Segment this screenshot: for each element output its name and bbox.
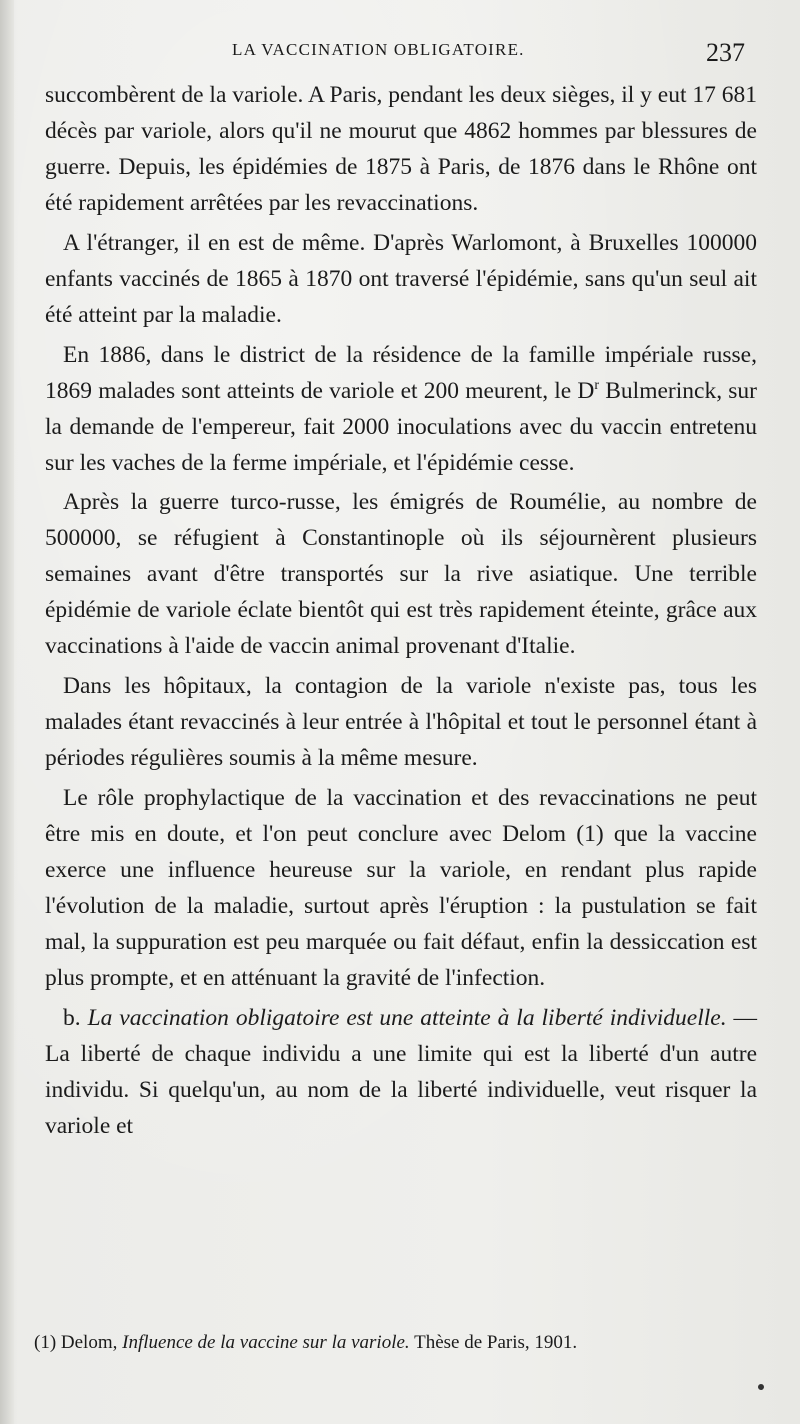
paragraph-7-lead: b.	[63, 1004, 88, 1031]
footnote-marker: (1)	[34, 1332, 57, 1353]
paragraph-2: A l'étranger, il en est de même. D'après Warlomont, à Bruxelles 100000 enfants vaccinés de 1865 à 1870 ont traversé l'épidémie, sans qu'un seul ait été atteint par la maladie.	[45, 229, 757, 328]
ink-dot	[758, 1384, 764, 1390]
paragraph-7-text: — La liberté de chaque individu a une limite qui est la liberté d'un autre individu. Si quelqu'un, au nom de la liberté individuelle, veut risquer la variole et	[45, 1004, 758, 1139]
running-head: LA VACCINATION OBLIGATOIRE.	[232, 40, 525, 59]
paragraph-7	[45, 1001, 757, 1145]
body-text	[45, 78, 757, 1145]
paragraph-3-text-a: En 1886, dans le district de la résidence de la famille impériale russe, 1869 malades sont atteints de variole et 200 meurent, le D	[45, 341, 757, 404]
paragraph-3	[45, 338, 757, 482]
paragraph-3-superscript: r	[594, 377, 600, 393]
paragraph-3-text-b: Bulmerinck, sur la demande de l'empereur, fait 2000 inoculations avec du vaccin entretenu sur les vaches de la ferme impériale, et l'épidémie cesse.	[45, 377, 757, 476]
footnote-rest: Thèse de Paris, 1901.	[414, 1332, 578, 1353]
page-spine-shadow	[0, 0, 14, 1424]
footnote-title: Influence de la vaccine sur la variole.	[122, 1332, 410, 1353]
section-heading-italic: La vaccination obligatoire est une atteinte à la liberté individuelle.	[87, 1004, 727, 1031]
footnote-author: Delom,	[60, 1332, 118, 1353]
paragraph-5: Dans les hôpitaux, la contagion de la variole n'existe pas, tous les malades étant revaccinés à leur entrée à l'hôpital et tout le personnel étant à périodes régulières soumis à la même mesure.	[45, 673, 757, 772]
footnote	[30, 1330, 757, 1355]
paragraph-1: succombèrent de la variole. A Paris, pendant les deux sièges, il y eut 17 681 décès par variole, alors qu'il ne mourut que 4862 hommes par blessures de guerre. Depuis, les épidémies de 1875 à Paris, de 1876 dans le Rhône ont été rapidement arrêtées par les revaccinations.	[45, 82, 758, 216]
paragraph-6: Le rôle prophylactique de la vaccination et des revaccinations ne peut être mis en doute, et l'on peut conclure avec Delom (1) que la vaccine exerce une influence heureuse sur la variole, en rendant plus rapide l'évolution de la maladie, surtout après l'éruption : la pustulation se fait mal, la suppuration est peu marquée ou fait défaut, enfin la dessiccation est plus prompte, et en atténuant la gravité de l'infection.	[45, 785, 757, 991]
page-number: 237	[706, 38, 745, 67]
page-header	[0, 34, 800, 74]
paragraph-4: Après la guerre turco-russe, les émigrés de Roumélie, au nombre de 500000, se réfugient à Constantinople où ils séjournèrent plusieurs semaines avant d'être transportés sur la rive asiatique. Une terrible épidémie de variole éclate bientôt qui est très rapidement éteinte, grâce aux vaccinations à l'aide de vaccin animal provenant d'Italie.	[45, 489, 757, 660]
